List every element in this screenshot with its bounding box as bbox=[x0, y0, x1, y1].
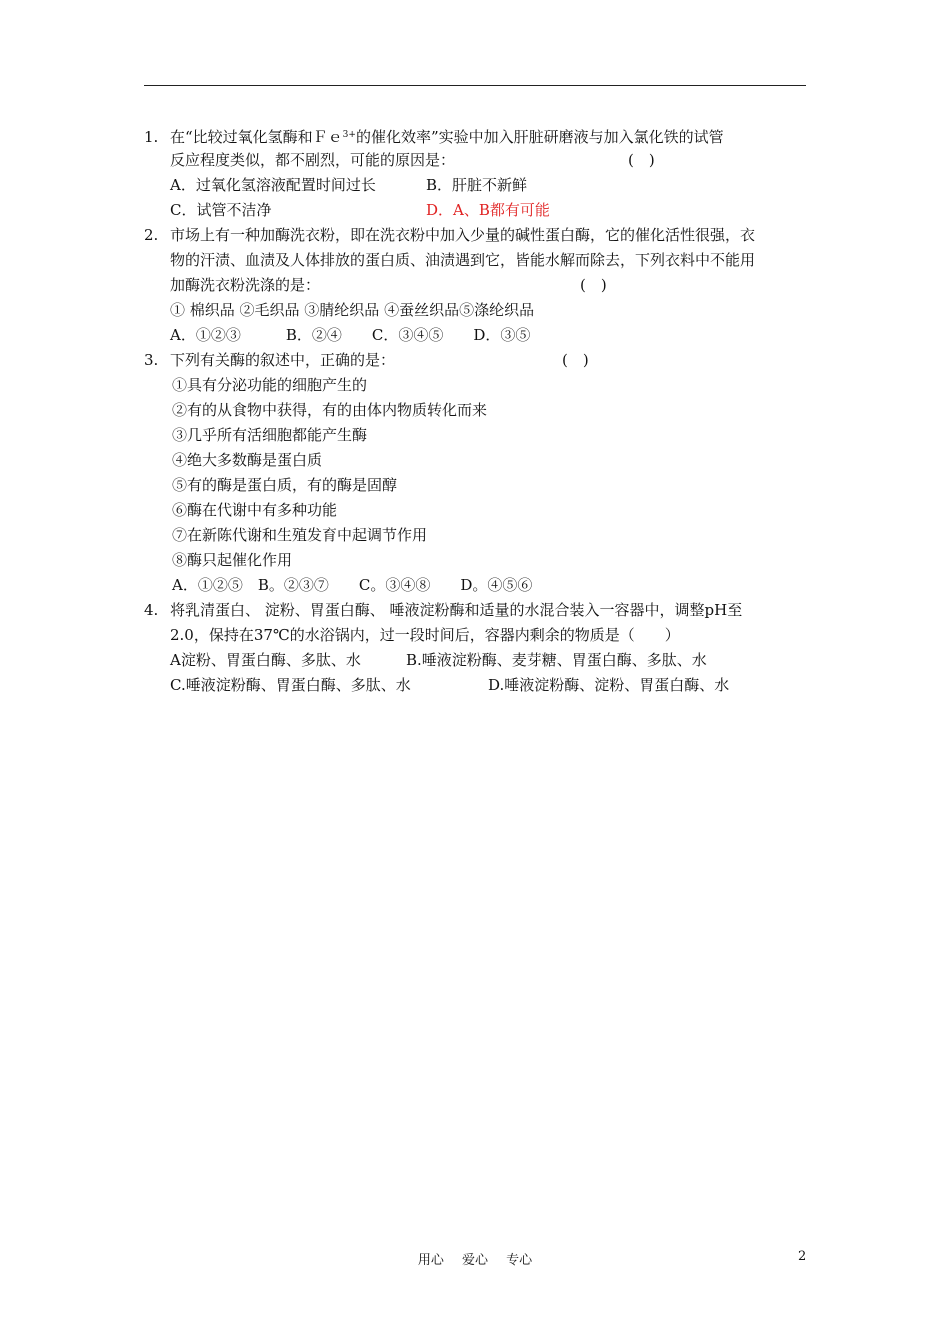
list-item: ⑧酶只起催化作用 bbox=[172, 551, 293, 569]
options: A．①②③ B．②④ C．③④⑤ D．③⑤ bbox=[170, 326, 531, 344]
list-item: ⑥酶在代谢中有多种功能 bbox=[172, 501, 338, 519]
question-number: 4. bbox=[144, 601, 159, 619]
question-4 bbox=[144, 598, 806, 698]
option-a: A．过氧化氢溶液配置时间过长 bbox=[170, 176, 376, 194]
item-list: ① 棉织品 ②毛织品 ③腈纶织品 ④蚕丝织品⑤涤纶织品 bbox=[170, 301, 535, 319]
header-rule bbox=[144, 85, 806, 86]
question-3 bbox=[144, 348, 806, 598]
answer-blank: ( ) bbox=[580, 276, 607, 294]
page-footer bbox=[0, 1249, 950, 1269]
option-c: C.唾液淀粉酶、胃蛋白酶、多肽、水 bbox=[170, 676, 411, 694]
answer-blank: ( ) bbox=[562, 351, 589, 369]
question-2 bbox=[144, 223, 806, 348]
question-stem: 反应程度类似，都不剧烈，可能的原因是： bbox=[170, 151, 456, 169]
option-c: C．试管不洁净 bbox=[170, 201, 272, 219]
question-stem: 物的汗渍、血渍及人体排放的蛋白质、油渍遇到它，皆能水解而除去，下列衣料中不能用 bbox=[170, 251, 756, 269]
question-stem: 的催化效率”实验中加入肝脏研磨液与加入氯化铁的试管 bbox=[355, 128, 724, 146]
question-stem: 2.0，保持在37℃的水浴锅内，过一段时间后，容器内剩余的物质是（ ） bbox=[170, 626, 680, 644]
footer-motto: 用心 爱心 专心 bbox=[417, 1253, 533, 1268]
option-d: D.唾液淀粉酶、淀粉、胃蛋白酶、水 bbox=[488, 676, 730, 694]
question-1 bbox=[144, 123, 806, 223]
question-number: 1. bbox=[144, 128, 159, 146]
answer-blank: ( ) bbox=[628, 151, 655, 169]
options: A．①②⑤ B。②③⑦ C。③④⑧ D。④⑤⑥ bbox=[172, 576, 533, 594]
question-list bbox=[144, 123, 806, 698]
list-item: ⑤有的酶是蛋白质，有的酶是固醇 bbox=[172, 476, 398, 494]
list-item: ②有的从食物中获得，有的由体内物质转化而来 bbox=[172, 401, 488, 419]
option-d-answer: D．A、B都有可能 bbox=[426, 201, 550, 219]
question-stem: 在“比较过氧化氢酶和Ｆｅ bbox=[170, 128, 343, 146]
question-stem: 加酶洗衣粉洗涤的是： bbox=[170, 276, 321, 294]
page-number: 2 bbox=[798, 1249, 807, 1264]
option-b: B．肝脏不新鲜 bbox=[426, 176, 528, 194]
option-b: B.唾液淀粉酶、麦芽糖、胃蛋白酶、多肽、水 bbox=[406, 651, 707, 669]
question-stem: 下列有关酶的叙述中，正确的是： bbox=[170, 351, 396, 369]
option-a: A淀粉、胃蛋白酶、多肽、水 bbox=[170, 651, 361, 669]
list-item: ④绝大多数酶是蛋白质 bbox=[172, 451, 323, 469]
question-number: 3. bbox=[144, 351, 159, 369]
list-item: ③几乎所有活细胞都能产生酶 bbox=[172, 426, 368, 444]
superscript: 3+ bbox=[342, 130, 356, 140]
question-stem: 将乳清蛋白、 淀粉、胃蛋白酶、 唾液淀粉酶和适量的水混合装入一容器中，调整pH至 bbox=[170, 601, 743, 619]
question-number: 2. bbox=[144, 226, 159, 244]
list-item: ①具有分泌功能的细胞产生的 bbox=[172, 376, 368, 394]
list-item: ⑦在新陈代谢和生殖发育中起调节作用 bbox=[172, 526, 428, 544]
question-stem: 市场上有一种加酶洗衣粉，即在洗衣粉中加入少量的碱性蛋白酶，它的催化活性很强，衣 bbox=[170, 226, 756, 244]
